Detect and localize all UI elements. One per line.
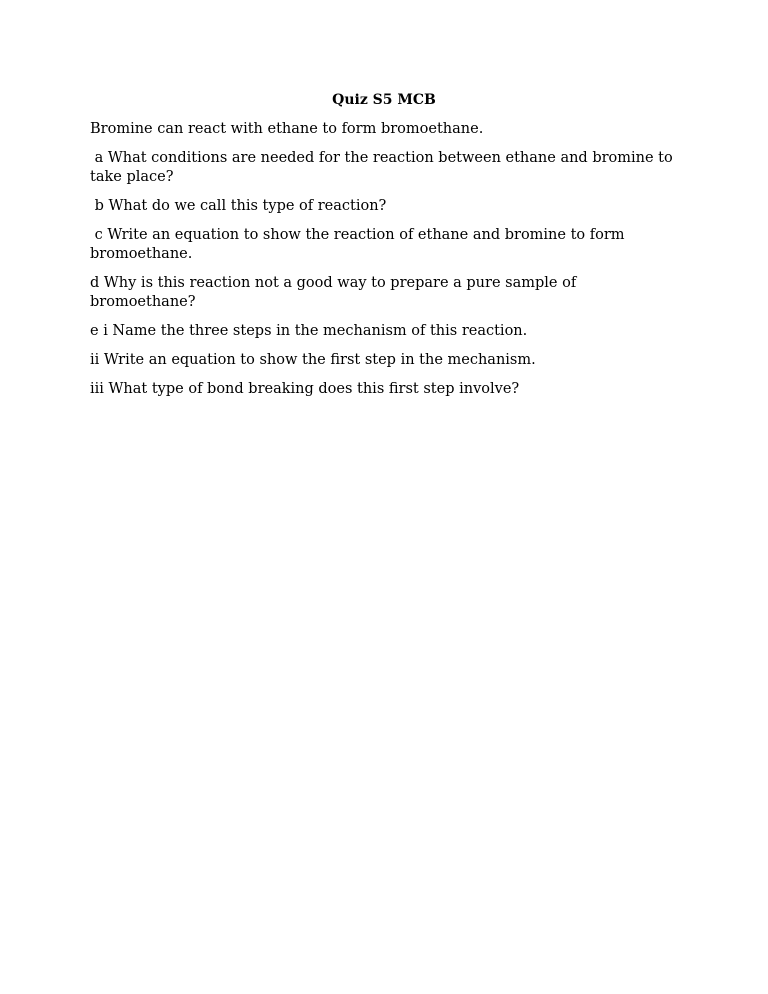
question-a: a What conditions are needed for the reaction between ethane and bromine to take place? <box>90 150 678 185</box>
question-e-iii: iii What type of bond breaking does this first step involve? <box>90 381 520 397</box>
intro-paragraph: Bromine can react with ethane to form bromoethane. <box>90 121 484 137</box>
question-e-i: e i Name the three steps in the mechanism of this reaction. <box>90 323 528 339</box>
document-page <box>90 90 680 409</box>
question-c: c Write an equation to show the reaction of ethane and bromine to form bromoethane. <box>90 227 630 262</box>
question-d: d Why is this reaction not a good way to prepare a pure sample of bromoethane? <box>90 275 581 310</box>
question-b: b What do we call this type of reaction? <box>90 198 387 214</box>
document-title: Quiz S5 MCB <box>332 92 436 108</box>
question-e-ii: ii Write an equation to show the first step in the mechanism. <box>90 352 536 368</box>
